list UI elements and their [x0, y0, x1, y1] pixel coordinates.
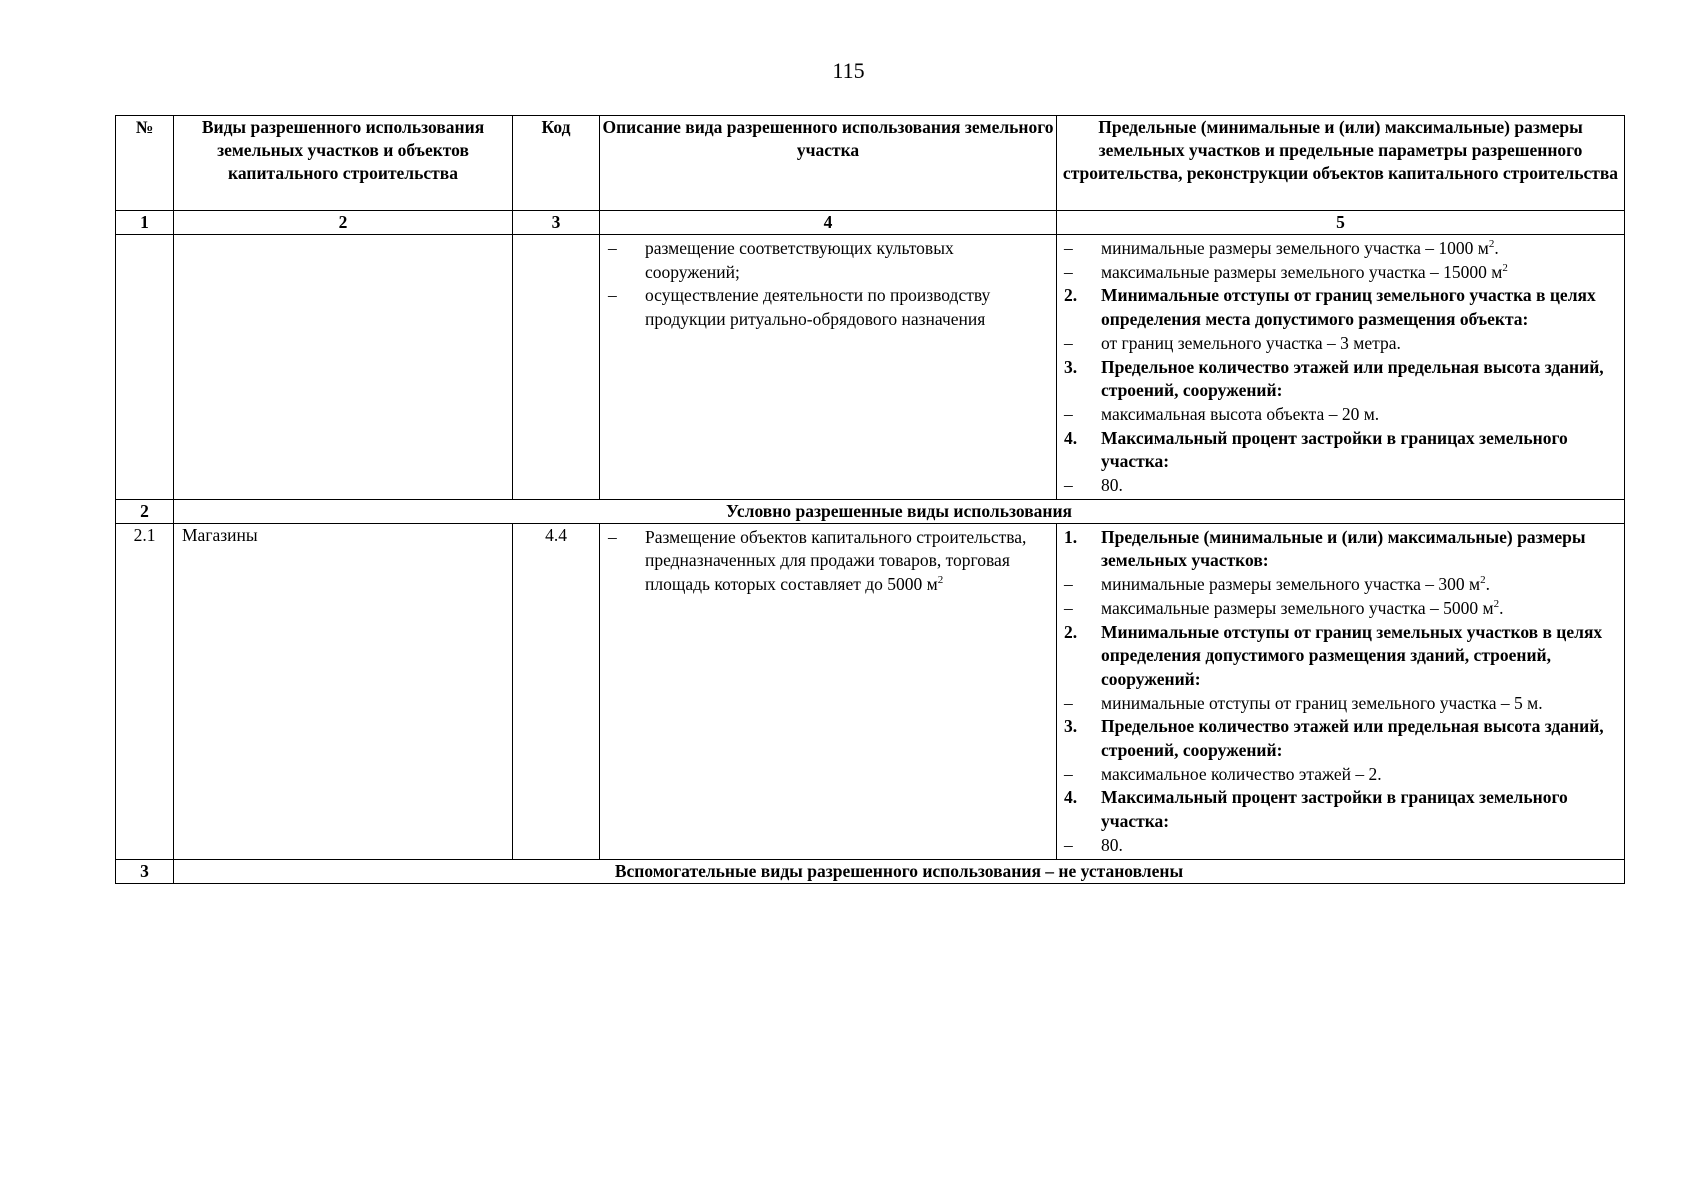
- list-item-text: максимальная высота объекта – 20 м.: [1101, 403, 1380, 424]
- parameter-heading: [1057, 526, 1624, 573]
- list-marker: 2.: [1064, 285, 1078, 306]
- row-number-cell: [116, 235, 174, 500]
- list-item: [1057, 597, 1624, 621]
- list-marker: –: [1064, 261, 1073, 282]
- list-item-text: от границ земельного участка – 3 метра.: [1101, 332, 1401, 353]
- superscript: 2: [1493, 598, 1500, 611]
- section-row-conditional: [116, 499, 1625, 523]
- header-use-type: Виды разрешенного использования земельных участков и объектов капитального строительства: [174, 116, 513, 211]
- page-number: 115: [832, 58, 865, 83]
- parameters-list: [1057, 235, 1624, 499]
- parameters-cell: [1057, 523, 1625, 859]
- parameter-heading: [1057, 715, 1624, 762]
- table-row-shops: [116, 523, 1625, 859]
- column-number: 4: [600, 211, 1057, 235]
- header-parameters: Предельные (минимальные и (или) максимальные) размеры земельных участков и предельные параметры разрешенного строительства, реконструкции объектов капитального строительства: [1057, 116, 1625, 211]
- section-number: 3: [116, 859, 174, 883]
- use-type-cell: [174, 235, 513, 500]
- list-item-text: размещение соответствующих культовых сооружений;: [645, 238, 954, 282]
- description-list: [600, 524, 1056, 599]
- list-marker: –: [1064, 238, 1073, 258]
- list-marker: –: [608, 526, 617, 547]
- list-marker: –: [608, 285, 617, 306]
- list-item-text: Максимальный процент застройки в границах земельного участка:: [1101, 787, 1568, 832]
- list-item: [1057, 834, 1624, 858]
- header-code: Код: [513, 116, 600, 211]
- header-description: Описание вида разрешенного использования земельного участка: [600, 116, 1057, 211]
- superscript: 2: [1502, 261, 1508, 274]
- list-marker: 4.: [1064, 787, 1078, 808]
- list-item-text: минимальные отступы от границ земельного участка – 5 м.: [1101, 692, 1543, 713]
- list-marker: 2.: [1064, 621, 1078, 642]
- land-use-table: [115, 115, 1625, 884]
- parameter-heading: [1057, 284, 1624, 331]
- list-marker: –: [1064, 597, 1073, 618]
- list-item-suffix: .: [1499, 597, 1504, 618]
- column-number: 2: [174, 211, 513, 235]
- list-item-text: осуществление деятельности по производству продукции ритуально-обрядового назначения: [645, 285, 991, 330]
- list-item: [600, 237, 1056, 284]
- list-item-text: минимальные размеры земельного участка – 300 м: [1101, 574, 1481, 595]
- list-item-text: Предельное количество этажей или предельная высота зданий, строений, сооружений:: [1101, 356, 1604, 401]
- list-item-text: 80.: [1101, 475, 1123, 496]
- list-item-text: минимальные размеры земельного участка – 1000 м: [1101, 238, 1489, 258]
- description-list: [600, 235, 1056, 334]
- list-marker: 3.: [1064, 716, 1078, 737]
- parameter-heading: [1057, 786, 1624, 833]
- parameter-heading: [1057, 356, 1624, 403]
- row-number-cell: 2.1: [116, 523, 174, 859]
- column-numbers-row: [116, 211, 1625, 235]
- parameter-heading: [1057, 427, 1624, 474]
- list-marker: 3.: [1064, 356, 1078, 377]
- list-marker: –: [1064, 332, 1073, 353]
- list-item-text: Минимальные отступы от границ земельного участка в целях определения места допустимого размещения объекта:: [1101, 285, 1596, 330]
- table-header-row: [116, 116, 1625, 211]
- list-item-text: Размещение объектов капитального строительства, предназначенных для продажи товаров, торговая площадь которых составляет до 5000 м: [645, 526, 1027, 595]
- list-item-text: Предельные (минимальные и (или) максимальные) размеры земельных участков:: [1101, 526, 1586, 571]
- description-cell: [600, 235, 1057, 500]
- column-number: 1: [116, 211, 174, 235]
- parameters-list: [1057, 524, 1624, 859]
- section-row-auxiliary: [116, 859, 1625, 883]
- list-marker: –: [1064, 403, 1073, 424]
- list-item: [1057, 261, 1624, 285]
- description-cell: [600, 523, 1057, 859]
- superscript: 2: [937, 574, 944, 587]
- list-item: [1057, 474, 1624, 498]
- use-type-cell: Магазины: [174, 523, 513, 859]
- list-marker: –: [1064, 475, 1073, 496]
- list-item: [1057, 573, 1624, 597]
- parameter-heading: [1057, 621, 1624, 692]
- list-item-text: максимальные размеры земельного участка – 5000 м: [1101, 597, 1494, 618]
- code-cell: [513, 235, 600, 500]
- list-marker: –: [1064, 763, 1073, 784]
- superscript: 2: [1480, 574, 1486, 587]
- list-item-text: Минимальные отступы от границ земельных участков в целях определения допустимого размещения зданий, строений, сооружений:: [1101, 621, 1603, 689]
- list-item: [600, 284, 1056, 331]
- list-item-suffix: .: [1494, 238, 1499, 258]
- list-marker: –: [1064, 834, 1073, 855]
- list-item-text: максимальные размеры земельного участка – 15000 м: [1101, 261, 1503, 282]
- list-marker: –: [1064, 692, 1073, 713]
- list-item-text: максимальное количество этажей – 2.: [1101, 763, 1382, 784]
- list-item: [1057, 692, 1624, 716]
- list-item: [1057, 763, 1624, 787]
- list-item-text: 80.: [1101, 834, 1123, 855]
- list-marker: –: [608, 238, 617, 258]
- section-number: 2: [116, 499, 174, 523]
- parameters-cell: [1057, 235, 1625, 500]
- list-marker: 1.: [1064, 526, 1078, 547]
- column-number: 5: [1057, 211, 1625, 235]
- list-item: [1057, 403, 1624, 427]
- table-row-continued: [116, 235, 1625, 500]
- header-number: №: [116, 116, 174, 211]
- list-item-text: Предельное количество этажей или предельная высота зданий, строений, сооружений:: [1101, 716, 1604, 761]
- column-number: 3: [513, 211, 600, 235]
- list-marker: 4.: [1064, 427, 1078, 448]
- section-title: Условно разрешенные виды использования: [174, 499, 1625, 523]
- list-item-suffix: .: [1485, 574, 1490, 595]
- code-cell: 4.4: [513, 523, 600, 859]
- list-item-text: Максимальный процент застройки в границах земельного участка:: [1101, 427, 1568, 472]
- list-item: [1057, 332, 1624, 356]
- section-title: Вспомогательные виды разрешенного использования – не установлены: [174, 859, 1625, 883]
- superscript: 2: [1488, 238, 1495, 251]
- list-item: [600, 526, 1056, 597]
- list-marker: –: [1064, 574, 1073, 595]
- list-item: [1057, 237, 1624, 261]
